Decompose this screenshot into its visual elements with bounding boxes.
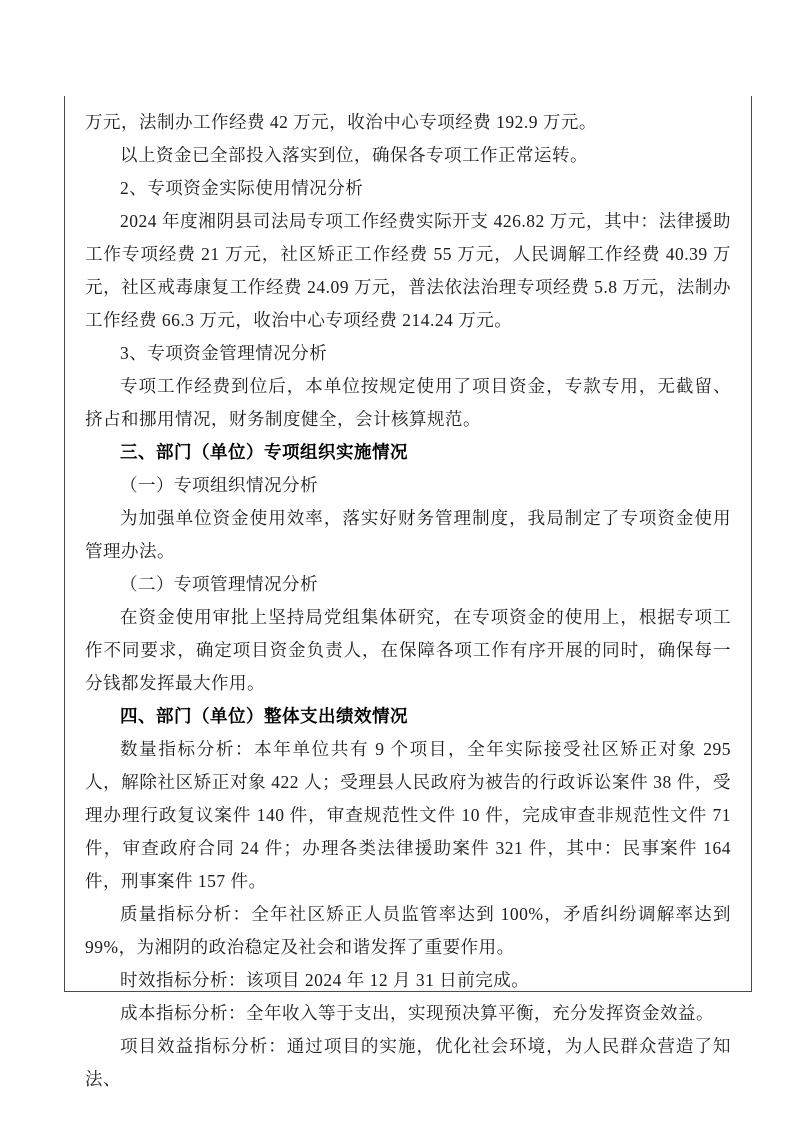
section-heading: 三、部门（单位）专项组织实施情况 (120, 442, 408, 462)
document-cell (64, 96, 752, 1089)
paragraph: 以上资金已全部投入落实到位，确保各专项工作正常运转。 (120, 145, 588, 165)
paragraph: 时效指标分析：该项目 2024 年 12 月 31 日前完成。 (120, 970, 530, 990)
section-subheading: 3、专项资金管理情况分析 (120, 343, 328, 363)
paragraph-continuation: 万元，法制办工作经费 42 万元，收治中心专项经费 192.9 万元。 (85, 112, 597, 132)
paragraph: 项目效益指标分析：通过项目的实施，优化社会环境，为人民群众营造了知法、 (85, 1036, 731, 1089)
section-subheading: （二）专项管理情况分析 (120, 574, 318, 594)
paragraph: 为加强单位资金使用效率，落实好财务管理制度，我局制定了专项资金使用管理办法。 (85, 508, 731, 561)
paragraph: 专项工作经费到位后，本单位按规定使用了项目资金，专款专用，无截留、挤占和挪用情况，财务制度健全，会计核算规范。 (85, 376, 731, 429)
section-heading: 四、部门（单位）整体支出绩效情况 (120, 706, 408, 726)
paragraph: 成本指标分析：全年收入等于支出，实现预决算平衡，充分发挥资金效益。 (120, 1003, 714, 1023)
section-subheading: （一）专项组织情况分析 (120, 475, 318, 495)
paragraph: 2024 年度湘阴县司法局专项工作经费实际开支 426.82 万元，其中：法律援助工作专项经费 21 万元，社区矫正工作经费 55 万元，人民调解工作经费 40.39 万元，社区戒毒康复工作经费 24.09 万元，普法依法治理专项经费 5.8 万元，法制办工作经费 66.3 万元，收治中心专项经费 214.24 万元。 (85, 211, 731, 330)
paragraph: 数量指标分析：本年单位共有 9 个项目，全年实际接受社区矫正对象 295 人，解除社区矫正对象 422 人；受理县人民政府为被告的行政诉讼案件 38 件，受理办理行政复议案件 140 件，审查规范性文件 10 件，完成审查非规范性文件 71 件，审查政府合同 24 件；办理各类法律援助案件 321 件，其中：民事案件 164 件，刑事案件 157 件。 (85, 739, 731, 891)
paragraph: 在资金使用审批上坚持局党组集体研究，在专项资金的使用上，根据专项工作不同要求，确定项目资金负责人，在保障各项工作有序开展的同时，确保每一分钱都发挥最大作用。 (85, 607, 731, 693)
section-subheading: 2、专项资金实际使用情况分析 (120, 178, 364, 198)
paragraph: 质量指标分析：全年社区矫正人员监管率达到 100%，矛盾纠纷调解率达到 99%，为湘阴的政治稳定及社会和谐发挥了重要作用。 (85, 904, 731, 957)
